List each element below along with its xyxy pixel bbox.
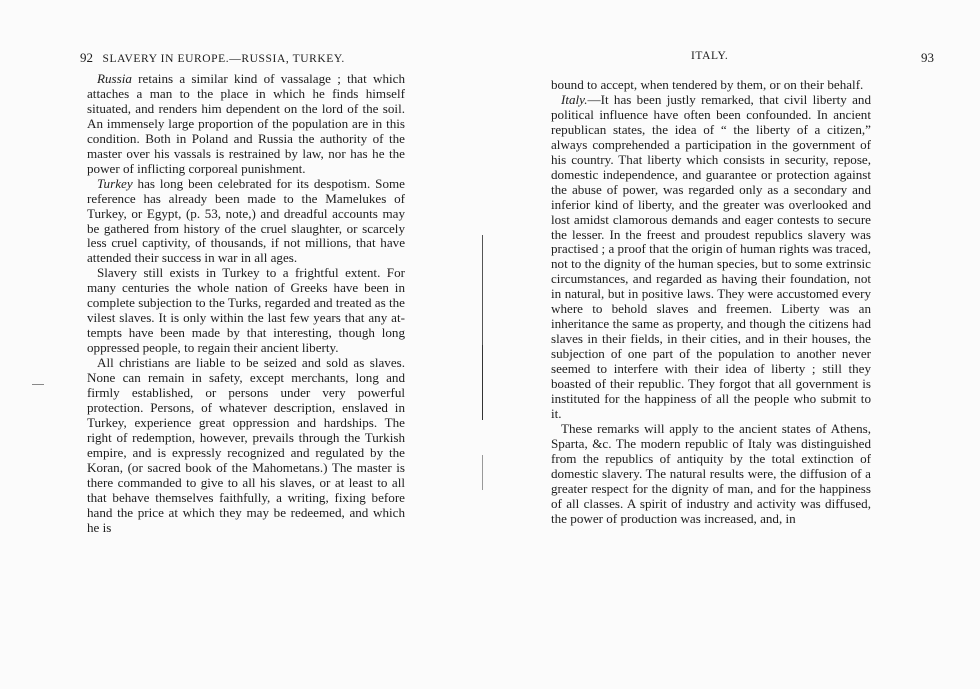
paragraph-lead: Italy. bbox=[561, 91, 588, 107]
paragraph-text: retains a similar kind of vassalage ; that which attaches a man to the place in which he finds himself situated, and renders him dependent on the lord of the soil. An immensely large proportion of the population are in this condition. Both in Poland and Russia the authority of the master over his vassals is restrained by law, nor has he the power of inflicting corporeal punishment. bbox=[87, 71, 405, 176]
paragraph-text: All christians are liable to be seized and sold as slaves. None can remain in safety, except merchants, long and firmly established, or persons under very powerful protection. Persons, of whatever description, enslaved in Turkey, experience great oppression and hardships. The right of redemption, however, prevails through the Turkish empire, and is expressly recognized and regulated by the Koran, (or sacred book of the Mahometans.) The master is there commanded to give to all his slaves, or at least to all that behave themselves faithfully, a writing, fixing before hand the price at which they may be redeemed, and which he is bbox=[87, 355, 405, 535]
gutter-line-bottom bbox=[482, 455, 483, 490]
paragraph-turkey bbox=[87, 177, 405, 267]
paragraph-text: —It has been justly remarked, that civil liberty and political influence have often been confounded. In ancient republican states, the idea of “ the liberty of a citizen,” always comprehended a participation in the government of his country. That liberty which consists in security, repose, domestic independence, and guarantee or protection against the abuse of power, was regarded only as a secondary and inferior kind of liberty, and the greater was overlooked and lost amidst clamorous demands and eager contests to secure the lesser. In the freest and proudest republics slavery was practised ; a proof that the origin of human rights was traced, not to the dignity of the human species, but to some extrinsic circumstances, and regarded as having their foundation, not in natural, but in positive laws. They were accustomed every where to behold slaves and freemen. Liberty was an inheritance the same as property, and though the citizens had slaves in their fields, in their cities, and in their houses, the subjection of one part of the population to another never seemed to interfere with their idea of liberty ; still they boasted of their republic. They forgot that all government is instituted for the happiness of all the people who submit to it. bbox=[551, 91, 871, 421]
paragraph-text: These remarks will apply to the ancient states of Athens, Sparta, &c. The modern republic of Italy was distinguished from the republics of antiquity by the total extinction of domestic slavery. The natural results were, the diffusion of a greater respect for the dignity of man, and for the happiness of all classes. A spirit of industry and activity was diffused, the power of production was increased, and, in bbox=[551, 420, 871, 526]
right-page bbox=[480, 0, 980, 689]
paragraph-italy bbox=[551, 93, 871, 422]
right-running-head: ITALY. bbox=[691, 50, 729, 62]
paragraph-lead: Russia bbox=[97, 71, 132, 86]
paragraph-continued bbox=[551, 78, 871, 93]
paragraph-text: Slavery still exists in Turkey to a frightful extent. For many centuries the whole nation of Greeks have been in complete subjection to the Turks, regarded and treated as the vilest slaves. It is only within the last few years that any attempts have been made by that interesting, though long oppressed people, to regain their ancient liberty. bbox=[87, 265, 405, 356]
gutter-line-upper bbox=[482, 235, 483, 345]
paragraph-russia bbox=[87, 72, 405, 177]
paragraph-slavery-turkey bbox=[87, 266, 405, 356]
left-page-body bbox=[87, 72, 405, 536]
left-page-header bbox=[80, 50, 404, 66]
paragraph-text: bound to accept, when tendered by them, or on their behalf. bbox=[551, 77, 864, 92]
paragraph-text: has long been celebrated for its despotism. Some reference has already been made to the Mamelukes of Turkey, or Egypt, (p. 53, note,) and dreadful accounts may be gathered from history of the cruel slaughter, or scarcely less cruel captivity, of thousands, if not millions, that have attended their success in war in all ages. bbox=[87, 175, 405, 266]
left-running-head: SLAVERY IN EUROPE.—RUSSIA, TURKEY. bbox=[102, 53, 345, 65]
left-page bbox=[0, 0, 480, 689]
right-page-header bbox=[673, 50, 946, 65]
paragraph-christians bbox=[87, 356, 405, 535]
gutter-line-lower bbox=[482, 345, 483, 420]
left-page-number: 92 bbox=[80, 50, 93, 65]
paragraph-lead: Turkey bbox=[97, 175, 133, 191]
paragraph-athens-sparta bbox=[551, 422, 871, 527]
margin-dash bbox=[32, 384, 44, 385]
right-page-body bbox=[551, 78, 871, 527]
right-page-number: 93 bbox=[921, 50, 934, 65]
